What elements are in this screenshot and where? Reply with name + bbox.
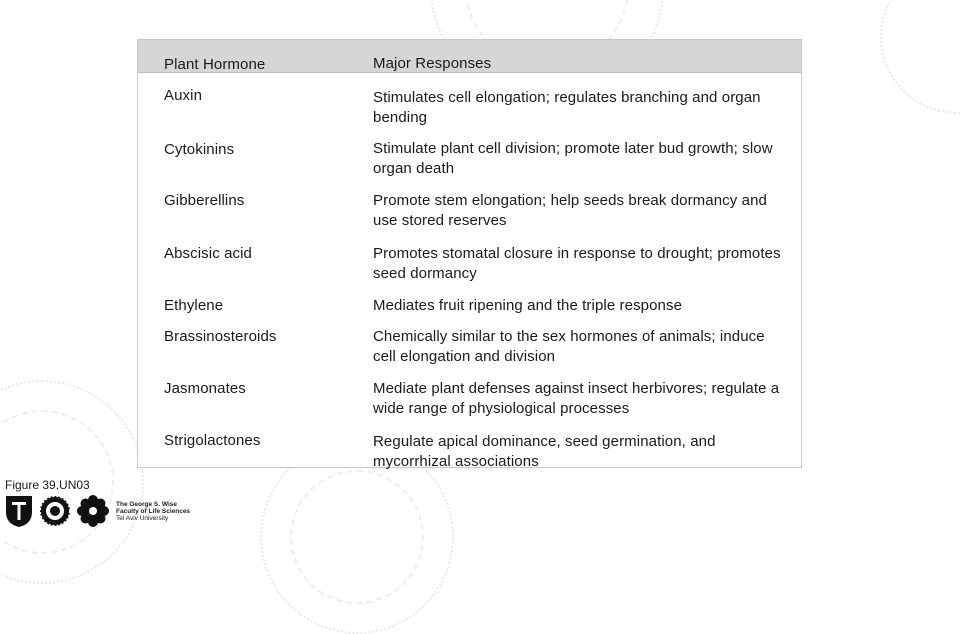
- table-row-response: Mediate plant defenses against insect herbivores; regulate a wide range of physiological processes: [373, 380, 780, 417]
- table-row-hormone: Jasmonates: [164, 380, 246, 397]
- decorative-circle: [290, 470, 424, 604]
- tau-emblem-icon: [4, 494, 34, 528]
- table-row-hormone: Cytokinins: [164, 141, 235, 158]
- table-row-response: Stimulates cell elongation; regulates branching and organ bending: [373, 89, 761, 126]
- table-row-hormone: Ethylene: [164, 297, 224, 314]
- table-row-hormone: Abscisic acid: [164, 245, 252, 262]
- table-row-response: Promote stem elongation; help seeds break dormancy and use stored reserves: [373, 192, 767, 229]
- table-row-response: Promotes stomatal closure in response to drought; promotes seed dormancy: [373, 245, 781, 282]
- table-row-hormone: Strigolactones: [164, 432, 261, 449]
- logo-line: Faculty of Life Sciences: [116, 507, 191, 515]
- table-row-response: Chemically similar to the sex hormones of animals; induce cell elongation and division: [373, 328, 765, 365]
- figure-caption: Figure 39.UN03: [5, 478, 90, 492]
- table-row-hormone: Brassinosteroids: [164, 328, 277, 345]
- table-row-response: Regulate apical dominance, seed germination, and mycorrhizal associations: [373, 433, 716, 470]
- faculty-flower-emblem-icon: [76, 494, 110, 528]
- logo-line: The George S. Wise: [116, 500, 177, 508]
- header-major-responses: Major Responses: [373, 55, 492, 72]
- logo-line: Tel Aviv University: [116, 514, 169, 522]
- table-row-response: Mediates fruit ripening and the triple response: [373, 297, 683, 314]
- hormone-table: [137, 39, 802, 468]
- faculty-gear-emblem-icon: [38, 494, 72, 528]
- table-row-hormone: Gibberellins: [164, 192, 245, 209]
- header-plant-hormone: Plant Hormone: [164, 56, 266, 73]
- university-logos: [4, 492, 190, 530]
- table-row-hormone: Auxin: [164, 87, 203, 104]
- faculty-logo-text: [116, 501, 190, 522]
- table-row-response: Stimulate plant cell division; promote later bud growth; slow organ death: [373, 140, 773, 177]
- decorative-circle: [880, 0, 960, 114]
